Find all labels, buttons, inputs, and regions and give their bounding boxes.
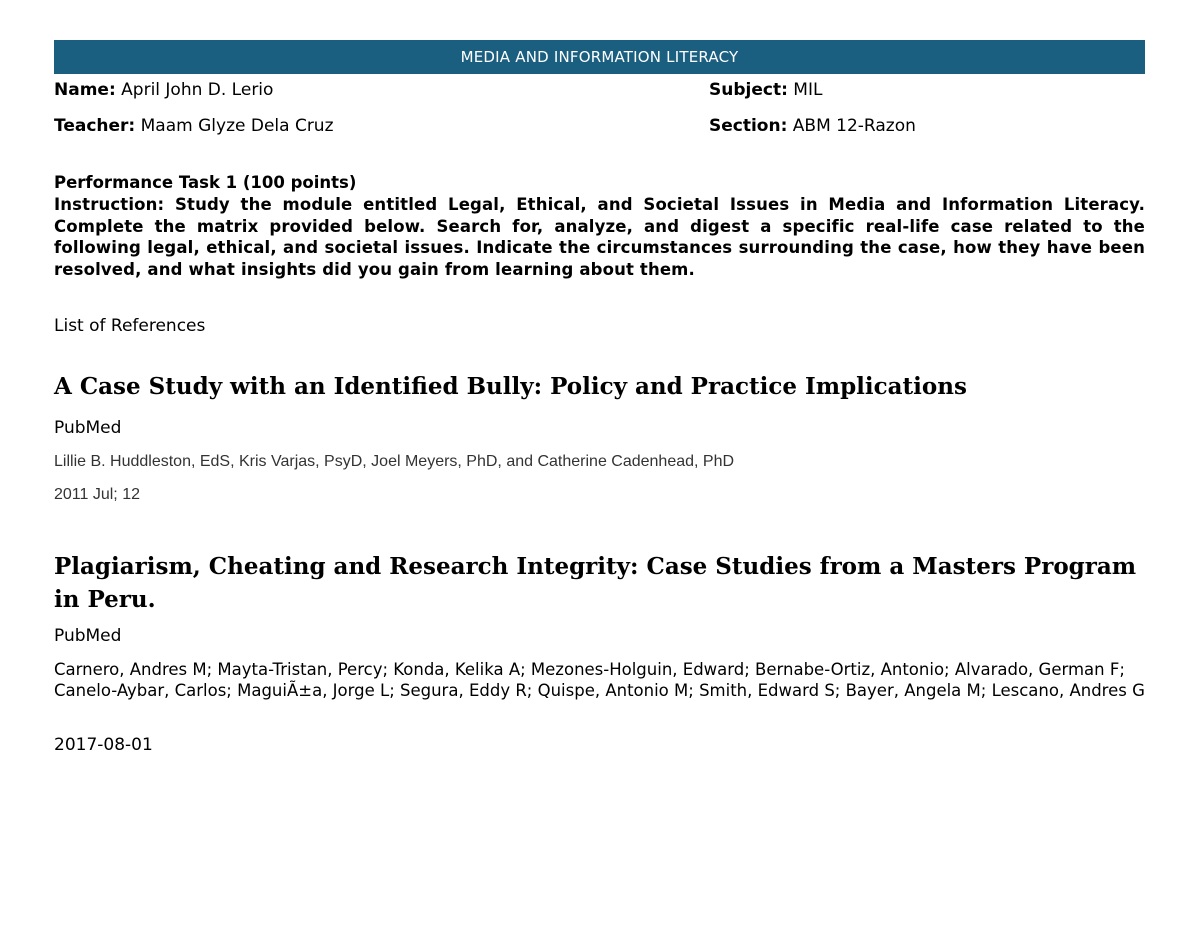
teacher-label: Teacher: [54, 116, 136, 136]
document-header-bar [54, 40, 1145, 74]
reference-authors: Lillie B. Huddleston, EdS, Kris Varjas, PsyD, Joel Meyers, PhD, and Catherine Cadenhead, PhD [54, 453, 735, 470]
name-field [54, 80, 273, 100]
reference-title: Plagiarism, Cheating and Research Integrity: Case Studies from a Masters Program in Peru. [54, 553, 1137, 613]
name-value: April John D. Lerio [121, 80, 274, 100]
task-title: Performance Task 1 (100 points) [54, 173, 357, 192]
reference-source: PubMed [54, 626, 122, 646]
document-title: MEDIA AND INFORMATION LITERACY [460, 48, 739, 66]
subject-field [709, 80, 822, 100]
reference-date: 2011 Jul; 12 [54, 486, 140, 503]
subject-label: Subject: [709, 80, 788, 100]
subject-value: MIL [793, 80, 823, 100]
references-heading: List of References [54, 316, 206, 336]
name-label: Name: [54, 80, 116, 100]
teacher-field [54, 116, 334, 136]
section-label: Section: [709, 116, 788, 136]
reference-source: PubMed [54, 418, 122, 438]
reference-authors: Carnero, Andres M; Mayta-Tristan, Percy; Konda, Kelika A; Mezones-Holguin, Edward; Bernabe-Ortiz, Antonio; Alvarado, German F; Canelo-Aybar, Carlos; MaguiÃ±a, Jorge L; Segura, Eddy R; Quispe, Antonio M; Smith, Edward S; Bayer, Angela M; Lescano, Andres G [54, 660, 1145, 700]
teacher-value: Maam Glyze Dela Cruz [140, 116, 334, 136]
task-instruction: Instruction: Study the module entitled Legal, Ethical, and Societal Issues in Media and Information Literacy. Complete the matrix provided below. Search for, analyze, and digest a specific real-life case related to the following legal, ethical, and societal issues. Indicate the circumstances surrounding the case, how they have been resolved, and what insights did you gain from learning about them. [54, 195, 1145, 279]
reference-date: 2017-08-01 [54, 735, 153, 755]
reference-title: A Case Study with an Identified Bully: Policy and Practice Implications [54, 373, 967, 400]
section-field [709, 116, 916, 136]
section-value: ABM 12-Razon [792, 116, 916, 136]
